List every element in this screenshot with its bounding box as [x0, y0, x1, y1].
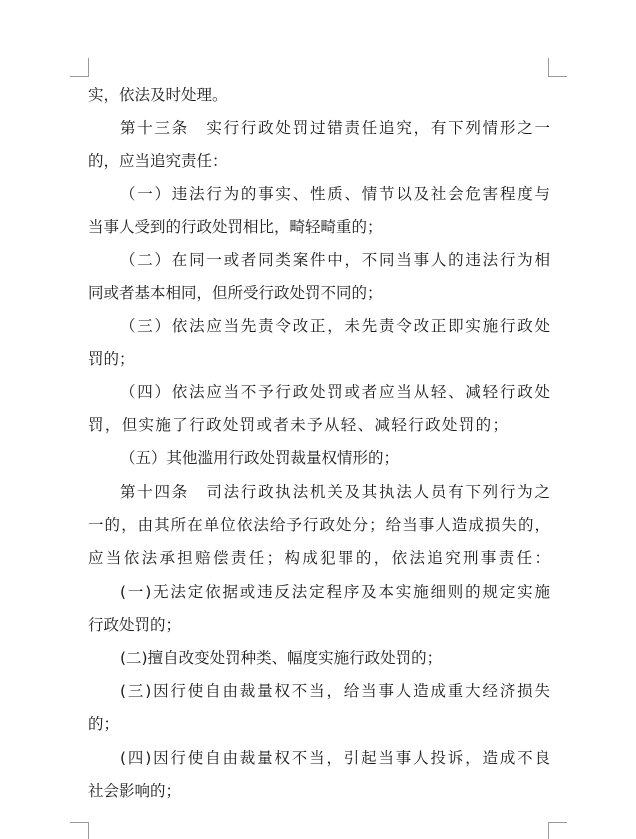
text-line: （三）依法应当先责令改正，未先责令改正即实施行政处 [120, 317, 550, 335]
text-line: 当事人受到的行政处罚相比，畸轻畸重的； [88, 218, 383, 236]
text-line: (三)因行使自由裁量权不当，给当事人造成重大经济损失 [120, 682, 550, 700]
text-line: 同或者基本相同，但所受行政处罚不同的； [88, 284, 383, 302]
text-line: （五）其他滥用行政处罚裁量权情形的； [120, 449, 400, 467]
text-line: 的，应当追究责任： [88, 152, 228, 170]
page-corner-mark-bottom-right [548, 822, 567, 839]
text-line: 行政处罚的； [88, 616, 182, 634]
text-line: (一)无法定依据或违反法定程序及本实施细则的规定实施 [120, 583, 550, 601]
text-line: (二)擅自改变处罚种类、幅度实施行政处罚的； [120, 649, 443, 667]
text-line: 罚，但实施了行政处罚或者未予从轻、减轻行政处罚的； [88, 416, 508, 434]
page-corner-mark-top-right [548, 58, 567, 77]
text-line: 第十四条 司法行政执法机关及其执法人员有下列行为之 [120, 483, 550, 501]
text-line: 社会影响的； [88, 782, 182, 800]
page-corner-mark-top-left [70, 58, 89, 77]
text-line: (四)因行使自由裁量权不当，引起当事人投诉，造成不良 [120, 749, 550, 767]
text-line: 第十三条 实行行政处罚过错责任追究，有下列情形之一 [120, 119, 550, 137]
text-line: （一）违法行为的事实、性质、情节以及社会危害程度与 [120, 185, 550, 203]
text-line: 一的，由其所在单位依法给予行政处分；给当事人造成损失的， [88, 516, 550, 534]
text-line: （二）在同一或者同类案件中，不同当事人的违法行为相 [120, 251, 550, 269]
text-line: 罚的； [88, 350, 135, 368]
text-line: 的； [88, 715, 120, 733]
text-line: 应当依法承担赔偿责任；构成犯罪的，依法追究刑事责任： [88, 549, 550, 567]
text-line: （四）依法应当不予行政处罚或者应当从轻、减轻行政处 [120, 383, 550, 401]
page-corner-mark-bottom-left [70, 822, 89, 839]
text-line: 实，依法及时处理。 [88, 86, 228, 104]
